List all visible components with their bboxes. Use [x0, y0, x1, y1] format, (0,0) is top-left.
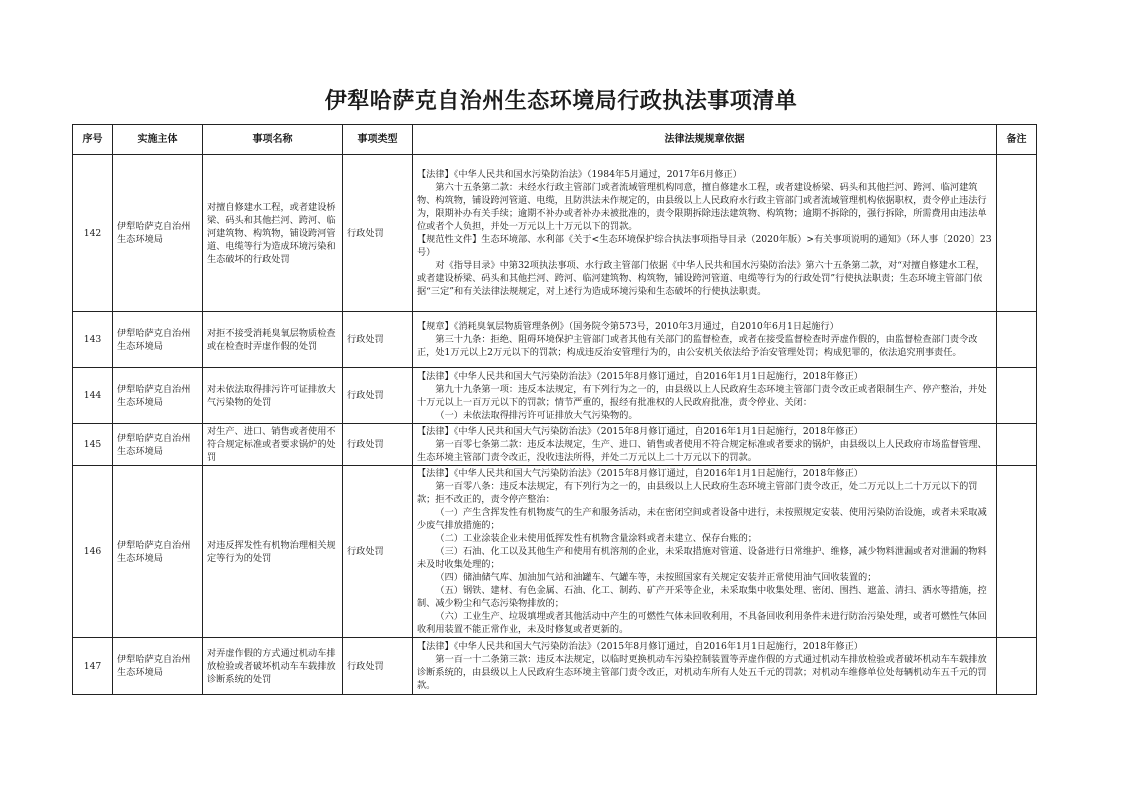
row-seq: 144: [73, 368, 113, 424]
header-basis: 法律法规规章依据: [413, 125, 997, 155]
table-row: [73, 368, 1037, 424]
table-row: [73, 638, 1037, 695]
basis-line: （二）工业涂装企业未使用低挥发性有机物含量涂料或者未建立、保存台账的；: [435, 533, 757, 544]
row-item-type: 行政处罚: [343, 466, 413, 638]
row-subject: 伊犁哈萨克自治州生态环境局: [113, 466, 203, 638]
table-row: [73, 466, 1037, 638]
row-remark: [997, 424, 1037, 466]
header-subject: 实施主体: [113, 125, 203, 155]
row-item-name: 对生产、进口、销售或者使用不符合规定标准或者要求锅炉的处罚: [203, 424, 343, 466]
row-item-type: 行政处罚: [343, 312, 413, 368]
enforcement-table: [72, 124, 1037, 695]
basis-line: 【法律】《中华人民共和国大气污染防治法》（2015年8月修订通过，自2016年1月1日起施行，2018年修正）: [417, 426, 863, 437]
row-subject: 伊犁哈萨克自治州生态环境局: [113, 638, 203, 695]
basis-line: （六）工业生产、垃圾填埋或者其他活动中产生的可燃性气体未回收利用，不具备回收利用条件未进行防治污染处理，或者可燃性气体回收利用装置不能正常作业，未及时修复或者更新的。: [417, 611, 987, 635]
page-title: 伊犁哈萨克自治州生态环境局行政执法事项清单: [324, 88, 798, 114]
header-item-name: 事项名称: [203, 125, 343, 155]
row-item-type: 行政处罚: [343, 638, 413, 695]
row-basis: [413, 424, 997, 466]
basis-line: 对《指导目录》中第32项执法事项、水行政主管部门依据《中华人民共和国水污染防治法》第六十五条第二款，对“对擅自修建水工程，或者建设桥梁、码头和其他拦河、跨河、临河建筑物、构筑物，铺设跨河管道、电缆等行为的行政处罚”行使执法职责；生态环境主管部门依据“三定”和有关法律法规规定，对上述行为造成环境污染和生态破坏的行使执法职责。: [417, 260, 985, 297]
row-basis: [413, 155, 997, 312]
row-item-name: 对未依法取得排污许可证排放大气污染物的处罚: [203, 368, 343, 424]
row-subject: 伊犁哈萨克自治州生态环境局: [113, 312, 203, 368]
row-remark: [997, 638, 1037, 695]
basis-line: 第九十九条第一项：违反本法规定，有下列行为之一的，由县级以上人民政府生态环境主管部门责令改正或者限制生产、停产整治，并处十万元以上一百万元以下的罚款；情节严重的，报经有批准权的人民政府批准，责令停业、关闭：: [417, 383, 987, 408]
basis-line: 第一百零八条：违反本法规定，有下列行为之一的，由县级以上人民政府生态环境主管部门责令改正，处二万元以上二十万元以下的罚款；拒不改正的，责令停产整治：: [417, 481, 978, 505]
row-item-name: 对拒不接受消耗臭氧层物质检查或在检查时弄虚作假的处罚: [203, 312, 343, 368]
basis-line: 【规章】《消耗臭氧层物质管理条例》（国务院令第573号，2010年3月通过，自2010年6月1日起施行）: [417, 321, 839, 332]
row-item-name: 对弄虚作假的方式通过机动车排放检验或者破坏机动车车载排放诊断系统的处罚: [203, 638, 343, 695]
table-row: [73, 312, 1037, 368]
basis-line: 第一百零七条第二款：违反本法规定，生产、进口、销售或者使用不符合规定标准或者要求的锅炉，由县级以上人民政府市场监督管理、生态环境主管部门责令改正，没收违法所得，并处二万元以上二十万元以下的罚款。: [417, 439, 987, 463]
row-item-type: 行政处罚: [343, 424, 413, 466]
basis-line: 【法律】《中华人民共和国水污染防治法》（1984年5月通过，2017年6月修正）: [417, 169, 742, 180]
table-header-row: [73, 125, 1037, 155]
basis-line: 【规范性文件】生态环境部、水利部《关于<生态环境保护综合执法事项指导目录（2020年版）>有关事项说明的通知》（环人事〔2020〕23号）: [417, 234, 992, 258]
row-basis: [413, 466, 997, 638]
row-seq: 147: [73, 638, 113, 695]
row-subject: 伊犁哈萨克自治州生态环境局: [113, 424, 203, 466]
row-basis: [413, 312, 997, 368]
row-seq: 142: [73, 155, 113, 312]
row-basis: [413, 368, 997, 424]
row-seq: 146: [73, 466, 113, 638]
basis-line: 【法律】《中华人民共和国大气污染防治法》（2015年8月修订通过，自2016年1月1日起施行，2018年修正）: [417, 468, 863, 479]
row-remark: [997, 368, 1037, 424]
header-item-type: 事项类型: [343, 125, 413, 155]
row-item-name: 对违反挥发性有机物治理相关规定等行为的处罚: [203, 466, 343, 638]
basis-line: （五）钢铁、建材、有色金属、石油、化工、制药、矿产开采等企业，未采取集中收集处理、密闭、围挡、遮盖、清扫、洒水等措施，控制、减少粉尘和气态污染物排放的；: [417, 585, 987, 609]
row-seq: 143: [73, 312, 113, 368]
row-item-type: 行政处罚: [343, 155, 413, 312]
basis-line: 【法律】《中华人民共和国大气污染防治法》（2015年8月修订通过，自2016年1月1日起施行，2018年修正）: [417, 370, 863, 382]
row-subject: 伊犁哈萨克自治州生态环境局: [113, 155, 203, 312]
basis-line: 【法律】《中华人民共和国大气污染防治法》（2015年8月修订通过，自2016年1月1日起施行，2018年修正）: [417, 641, 863, 652]
row-remark: [997, 466, 1037, 638]
row-subject: 伊犁哈萨克自治州生态环境局: [113, 368, 203, 424]
basis-line: 第一百一十二条第三款：违反本法规定，以临时更换机动车污染控制装置等弄虚作假的方式通过机动车排放检验或者破坏机动车车载排放诊断系统的，由县级以上人民政府生态环境主管部门责令改正，对机动车所有人处五千元的罚款；对机动车维修单位处每辆机动车五千元的罚款。: [417, 654, 987, 691]
table-row: [73, 155, 1037, 312]
row-remark: [997, 155, 1037, 312]
row-remark: [997, 312, 1037, 368]
row-basis: [413, 638, 997, 695]
basis-line: 第六十五条第二款：未经水行政主管部门或者流域管理机构同意，擅自修建水工程，或者建设桥梁、码头和其他拦河、跨河、临河建筑物、构筑物，铺设跨河管道、电缆，且防洪法未作规定的，由县级以上人民政府水行政主管部门或者流域管理机构依据职权，责令停止违法行为，限期补办有关手续；逾期不补办或者补办未被批准的，责令限期拆除违法建筑物、构筑物；逾期不拆除的，强行拆除，所需费用由违法单位或者个人负担，并处一万元以上十万元以下的罚款。: [417, 182, 987, 232]
basis-line: （一）未依法取得排污许可证排放大气污染物的。: [435, 409, 638, 421]
basis-line: （三）石油、化工以及其他生产和使用有机溶剂的企业，未采取措施对管道、设备进行日常维护、维修，减少物料泄漏或者对泄漏的物料未及时收集处理的；: [417, 546, 987, 570]
row-item-type: 行政处罚: [343, 368, 413, 424]
row-seq: 145: [73, 424, 113, 466]
basis-line: （一）产生含挥发性有机物废气的生产和服务活动，未在密闭空间或者设备中进行，未按照规定安装、使用污染防治设施，或者未采取减少废气排放措施的；: [417, 507, 987, 531]
basis-line: （四）储油储气库、加油加气站和油罐车、气罐车等，未按照国家有关规定安装并正常使用油气回收装置的；: [435, 572, 877, 583]
header-seq: 序号: [73, 125, 113, 155]
header-remark: 备注: [997, 125, 1037, 155]
basis-line: 第三十九条：拒绝、阻碍环境保护主管部门或者其他有关部门的监督检查，或者在接受监督检查时弄虚作假的，由监督检查部门责令改正，处1万元以上2万元以下的罚款；构成违反治安管理行为的，由公安机关依法给予治安管理处罚；构成犯罪的，依法追究刑事责任。: [417, 334, 978, 358]
row-item-name: 对擅自修建水工程，或者建设桥梁、码头和其他拦河、跨河、临河建筑物、构筑物，铺设跨河管道、电缆等行为造成环境污染和生态破坏的行政处罚: [203, 155, 343, 312]
table-row: [73, 424, 1037, 466]
